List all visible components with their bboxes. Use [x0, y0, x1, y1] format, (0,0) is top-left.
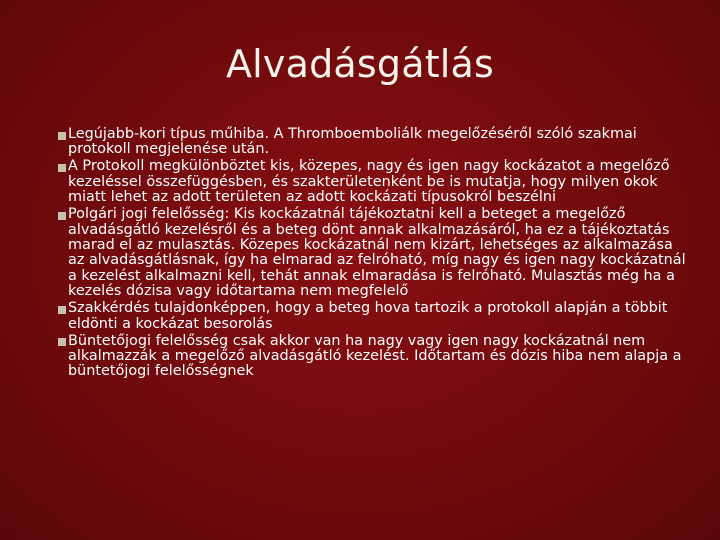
bullet-item [68, 334, 688, 380]
bullet-text: Büntetőjogi felelősség csak akkor van ha nagy vagy igen nagy kockázatnál nem alkalmazzák a megelőző alvadásgátló kezelést. Időtartam és dózis hiba nem alapja a büntetőjogi felelősségnek [68, 332, 682, 380]
bullet-item [68, 301, 688, 332]
bullet-item [68, 127, 688, 158]
bullet-item [68, 207, 688, 299]
bullet-item [68, 159, 688, 205]
square-bullet-icon [58, 212, 66, 220]
bullet-text: Szakkérdés tulajdonképpen, hogy a beteg hova tartozik a protokoll alapján a többit eldönti a kockázat besorolás [68, 300, 668, 332]
slide-title: Alvadásgátlás [225, 42, 495, 86]
square-bullet-icon [58, 306, 66, 314]
bullet-text: A Protokoll megkülönböztet kis, közepes, nagy és igen nagy kockázatot a megelőző kezeléssel összefüggésben, és szakterületenként be is mutatja, hogy milyen okok miatt lehet az adott területen az adott kockázati típusokról beszélni [68, 158, 670, 206]
bullet-text: Legújabb-kori típus műhiba. A Thromboemboliálk megelőzéséről szóló szakmai protokoll megjelenése után. [68, 126, 637, 158]
square-bullet-icon [58, 164, 66, 172]
bullet-list [68, 127, 688, 381]
square-bullet-icon [58, 132, 66, 140]
square-bullet-icon [58, 338, 66, 346]
bullet-text: Polgári jogi felelősség: Kis kockázatnál tájékoztatni kell a beteget a megelőző alvadásgátló kezelésről és a beteg dönt annak alkalmazásáról, ha ez a tájékoztatás marad el az mulasztás. Közepes kockázatnál nem kizárt, lehetséges az alkalmazása az alvadásgátlásnak, így ha elmarad az felróható, míg nagy és igen nagy kockázatnál a kezelést alkalmazni kell, tehát annak elmaradása is felróható. Mulasztás még ha a kezelés dózisa vagy időtartama nem megfelelő [68, 206, 686, 300]
